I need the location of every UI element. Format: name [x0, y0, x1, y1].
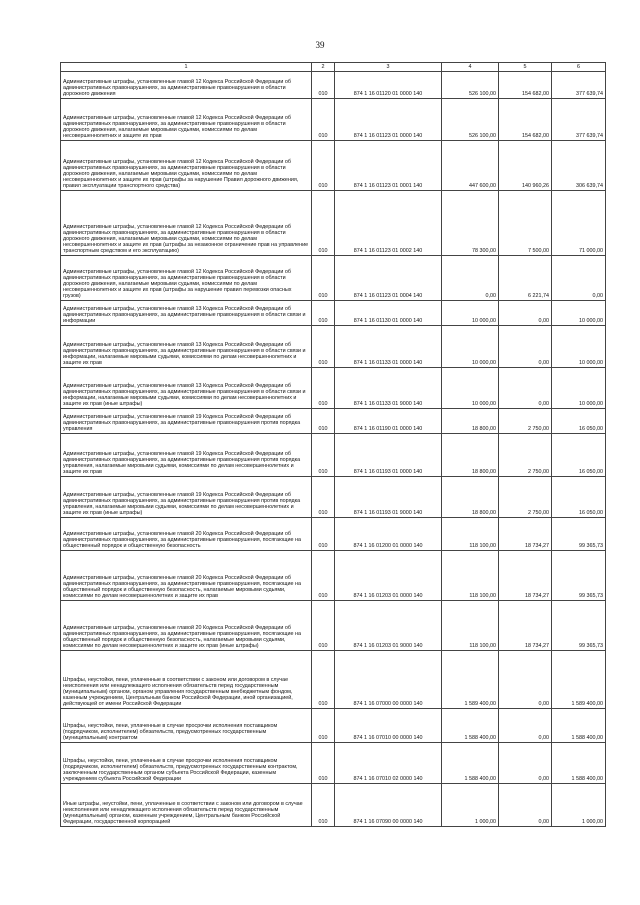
row-name-cell: Административные штрафы, установленные главой 19 Кодекса Российской Федерации об административных правонарушениях, за административные правонарушения против порядка управления, налагаемые мировыми судьями, комиссиями по делам несовершеннолетних и защите их прав (иные штрафы) [61, 477, 312, 518]
row-name-cell: Административные штрафы, установленные главой 12 Кодекса Российской Федерации об административных правонарушениях, за административные правонарушения в области дорожного движения, налагаемые мировыми судьями, комиссиями по делам несовершеннолетних и защите их прав (штрафы за нарушение правил перевозки опасных грузов) [61, 256, 312, 301]
executed-amount-cell: 18 734,27 [499, 518, 552, 551]
approved-amount-cell: 10 000,00 [442, 301, 499, 326]
executed-amount-cell: 154 682,00 [499, 72, 552, 99]
budget-code-cell: 874 1 16 01123 01 0002 140 [335, 191, 442, 256]
row-name-cell: Административные штрафы, установленные главой 19 Кодекса Российской Федерации об административных правонарушениях, за административные правонарушения против порядка управления, налагаемые мировыми судьями, комиссиями по делам несовершеннолетних и защите их прав [61, 434, 312, 477]
approved-amount-cell: 18 800,00 [442, 409, 499, 434]
table-row [61, 326, 606, 368]
table-row [61, 409, 606, 434]
line-code-cell: 010 [312, 191, 335, 256]
table-row [61, 743, 606, 784]
row-name-cell: Административные штрафы, установленные главой 19 Кодекса Российской Федерации об административных правонарушениях, за административные правонарушения против порядка управления [61, 409, 312, 434]
line-code-cell: 010 [312, 434, 335, 477]
table-row [61, 72, 606, 99]
executed-amount-cell: 2 750,00 [499, 409, 552, 434]
column-header: 4 [442, 63, 499, 72]
approved-amount-cell: 1 588 400,00 [442, 709, 499, 743]
table-row [61, 601, 606, 651]
budget-code-cell: 874 1 16 01133 01 9000 140 [335, 368, 442, 409]
budget-code-cell: 874 1 16 07000 00 0000 140 [335, 651, 442, 709]
line-code-cell: 010 [312, 477, 335, 518]
unexecuted-amount-cell: 16 050,00 [552, 477, 606, 518]
table-row [61, 477, 606, 518]
approved-amount-cell: 18 800,00 [442, 477, 499, 518]
row-name-cell: Административные штрафы, установленные главой 20 Кодекса Российской Федерации об административных правонарушениях, за административные правонарушения, посягающие на общественный порядок и общественную безопасность, налагаемые мировыми судьями, комиссиями по делам несовершеннолетних и защите их прав [61, 551, 312, 601]
executed-amount-cell: 0,00 [499, 784, 552, 827]
unexecuted-amount-cell: 99 365,73 [552, 601, 606, 651]
unexecuted-amount-cell: 10 000,00 [552, 368, 606, 409]
unexecuted-amount-cell: 1 589 400,00 [552, 651, 606, 709]
executed-amount-cell: 18 734,27 [499, 551, 552, 601]
column-header: 6 [552, 63, 606, 72]
row-name-cell: Административные штрафы, установленные главой 12 Кодекса Российской Федерации об административных правонарушениях, за административные правонарушения в области дорожного движения, налагаемые мировыми судьями, комиссиями по делам несовершеннолетних и защите их прав [61, 99, 312, 141]
approved-amount-cell: 18 800,00 [442, 434, 499, 477]
table-row [61, 256, 606, 301]
approved-amount-cell: 10 000,00 [442, 326, 499, 368]
row-name-cell: Штрафы, неустойки, пени, уплаченные в соответствии с законом или договором в случае неисполнения или ненадлежащего исполнения обязательств перед государственным (муниципальным) органом, органом управления государственным внебюджетным фондом, казенным учреждением, Центральным банком Российской Федерации, иной организацией, действующей от имени Российской Федерации [61, 651, 312, 709]
unexecuted-amount-cell: 306 639,74 [552, 141, 606, 191]
row-name-cell: Административные штрафы, установленные главой 13 Кодекса Российской Федерации об административных правонарушениях, за административные правонарушения в области связи и информации, налагаемые мировыми судьями, комиссиями по делам несовершеннолетних и защите их прав [61, 326, 312, 368]
unexecuted-amount-cell: 1 588 400,00 [552, 709, 606, 743]
budget-code-cell: 874 1 16 07010 00 0000 140 [335, 709, 442, 743]
line-code-cell: 010 [312, 784, 335, 827]
approved-amount-cell: 118 100,00 [442, 551, 499, 601]
row-name-cell: Административные штрафы, установленные главой 20 Кодекса Российской Федерации об административных правонарушениях, за административные правонарушения, посягающие на общественный порядок и общественную безопасность, налагаемые мировыми судьями, комиссиями по делам несовершеннолетних и защите их прав (иные штрафы) [61, 601, 312, 651]
table-row [61, 141, 606, 191]
row-name-cell: Штрафы, неустойки, пени, уплаченные в случае просрочки исполнения поставщиком (подрядчиком, исполнителем) обязательств, предусмотренных государственным контрактом, заключенным государственным органом субъекта Российской Федерации, казенным учреждением субъекта Российской Федерации [61, 743, 312, 784]
column-header: 5 [499, 63, 552, 72]
line-code-cell: 010 [312, 518, 335, 551]
budget-code-cell: 874 1 16 01203 01 0000 140 [335, 551, 442, 601]
line-code-cell: 010 [312, 409, 335, 434]
unexecuted-amount-cell: 16 050,00 [552, 409, 606, 434]
row-name-cell: Административные штрафы, установленные главой 12 Кодекса Российской Федерации об административных правонарушениях, за административные правонарушения в области дорожного движения, налагаемые мировыми судьями, комиссиями по делам несовершеннолетних и защите их прав (штрафы за нарушение Правил дорожного движения, правил эксплуатации транспортного средства) [61, 141, 312, 191]
unexecuted-amount-cell: 10 000,00 [552, 301, 606, 326]
row-name-cell: Административные штрафы, установленные главой 13 Кодекса Российской Федерации об административных правонарушениях, за административные правонарушения в области связи и информации, налагаемые мировыми судьями, комиссиями по делам несовершеннолетних и защите их прав (иные штрафы) [61, 368, 312, 409]
line-code-cell: 010 [312, 256, 335, 301]
header-row [61, 63, 606, 72]
budget-code-cell: 874 1 16 01193 01 9000 140 [335, 477, 442, 518]
executed-amount-cell: 18 734,27 [499, 601, 552, 651]
line-code-cell: 010 [312, 99, 335, 141]
line-code-cell: 010 [312, 72, 335, 99]
executed-amount-cell: 154 682,00 [499, 99, 552, 141]
unexecuted-amount-cell: 1 588 400,00 [552, 743, 606, 784]
unexecuted-amount-cell: 1 000,00 [552, 784, 606, 827]
row-name-cell: Административные штрафы, установленные главой 13 Кодекса Российской Федерации об административных правонарушениях, за административные правонарушения в области связи и информации [61, 301, 312, 326]
table-row [61, 709, 606, 743]
budget-code-cell: 874 1 16 01200 01 0000 140 [335, 518, 442, 551]
row-name-cell: Административные штрафы, установленные главой 12 Кодекса Российской Федерации об административных правонарушениях, за административные правонарушения в области дорожного движения, налагаемые мировыми судьями, комиссиями по делам несовершеннолетних и защите их прав (штрафы за незаконное ограничение прав на управление транспортным средством и его эксплуатацию) [61, 191, 312, 256]
table-row [61, 191, 606, 256]
page-number: 39 [315, 40, 325, 50]
budget-code-cell: 874 1 16 01123 01 0000 140 [335, 99, 442, 141]
budget-code-cell: 874 1 16 01203 01 9000 140 [335, 601, 442, 651]
revenue-table [60, 62, 606, 827]
approved-amount-cell: 447 600,00 [442, 141, 499, 191]
table-row [61, 301, 606, 326]
line-code-cell: 010 [312, 709, 335, 743]
budget-code-cell: 874 1 16 01120 01 0000 140 [335, 72, 442, 99]
budget-code-cell: 874 1 16 01123 01 0001 140 [335, 141, 442, 191]
line-code-cell: 010 [312, 141, 335, 191]
approved-amount-cell: 1 000,00 [442, 784, 499, 827]
table-row [61, 99, 606, 141]
column-header: 2 [312, 63, 335, 72]
row-name-cell: Административные штрафы, установленные главой 20 Кодекса Российской Федерации об административных правонарушениях, за административные правонарушения, посягающие на общественный порядок и общественную безопасность [61, 518, 312, 551]
line-code-cell: 010 [312, 326, 335, 368]
approved-amount-cell: 118 100,00 [442, 601, 499, 651]
line-code-cell: 010 [312, 551, 335, 601]
approved-amount-cell: 118 100,00 [442, 518, 499, 551]
row-name-cell: Административные штрафы, установленные главой 12 Кодекса Российской Федерации об административных правонарушениях, за административные правонарушения в области дорожного движения [61, 72, 312, 99]
line-code-cell: 010 [312, 601, 335, 651]
unexecuted-amount-cell: 99 365,73 [552, 518, 606, 551]
row-name-cell: Штрафы, неустойки, пени, уплаченные в случае просрочки исполнения поставщиком (подрядчиком, исполнителем) обязательств, предусмотренных государственным (муниципальным) контрактом [61, 709, 312, 743]
executed-amount-cell: 140 960,26 [499, 141, 552, 191]
approved-amount-cell: 1 588 400,00 [442, 743, 499, 784]
budget-code-cell: 874 1 16 01193 01 0000 140 [335, 434, 442, 477]
approved-amount-cell: 1 589 400,00 [442, 651, 499, 709]
budget-code-cell: 874 1 16 01123 01 0004 140 [335, 256, 442, 301]
executed-amount-cell: 0,00 [499, 368, 552, 409]
budget-code-cell: 874 1 16 01133 01 0000 140 [335, 326, 442, 368]
executed-amount-cell: 7 500,00 [499, 191, 552, 256]
table-row [61, 651, 606, 709]
unexecuted-amount-cell: 16 050,00 [552, 434, 606, 477]
line-code-cell: 010 [312, 301, 335, 326]
executed-amount-cell: 2 750,00 [499, 477, 552, 518]
approved-amount-cell: 10 000,00 [442, 368, 499, 409]
executed-amount-cell: 0,00 [499, 709, 552, 743]
table-header [61, 63, 606, 72]
table-row [61, 551, 606, 601]
column-header: 1 [61, 63, 312, 72]
unexecuted-amount-cell: 71 000,00 [552, 191, 606, 256]
line-code-cell: 010 [312, 743, 335, 784]
approved-amount-cell: 78 300,00 [442, 191, 499, 256]
executed-amount-cell: 0,00 [499, 651, 552, 709]
line-code-cell: 010 [312, 368, 335, 409]
column-header: 3 [335, 63, 442, 72]
line-code-cell: 010 [312, 651, 335, 709]
executed-amount-cell: 2 750,00 [499, 434, 552, 477]
executed-amount-cell: 0,00 [499, 743, 552, 784]
table-row [61, 784, 606, 827]
budget-code-cell: 874 1 16 01130 01 0000 140 [335, 301, 442, 326]
table-body [61, 72, 606, 827]
budget-code-cell: 874 1 16 07010 02 0000 140 [335, 743, 442, 784]
unexecuted-amount-cell: 377 639,74 [552, 99, 606, 141]
unexecuted-amount-cell: 99 365,73 [552, 551, 606, 601]
unexecuted-amount-cell: 377 639,74 [552, 72, 606, 99]
budget-code-cell: 874 1 16 07090 00 0000 140 [335, 784, 442, 827]
table-row [61, 434, 606, 477]
executed-amount-cell: 6 221,74 [499, 256, 552, 301]
row-name-cell: Иные штрафы, неустойки, пени, уплаченные в соответствии с законом или договором в случае неисполнения или ненадлежащего исполнения обязательств перед государственным (муниципальным) органом, казенным учреждением, Центральным банком Российской Федерации, государственной корпорацией [61, 784, 312, 827]
executed-amount-cell: 0,00 [499, 301, 552, 326]
unexecuted-amount-cell: 10 000,00 [552, 326, 606, 368]
approved-amount-cell: 526 100,00 [442, 99, 499, 141]
table-row [61, 518, 606, 551]
approved-amount-cell: 0,00 [442, 256, 499, 301]
table-row [61, 368, 606, 409]
executed-amount-cell: 0,00 [499, 326, 552, 368]
unexecuted-amount-cell: 0,00 [552, 256, 606, 301]
approved-amount-cell: 526 100,00 [442, 72, 499, 99]
budget-code-cell: 874 1 16 01190 01 0000 140 [335, 409, 442, 434]
